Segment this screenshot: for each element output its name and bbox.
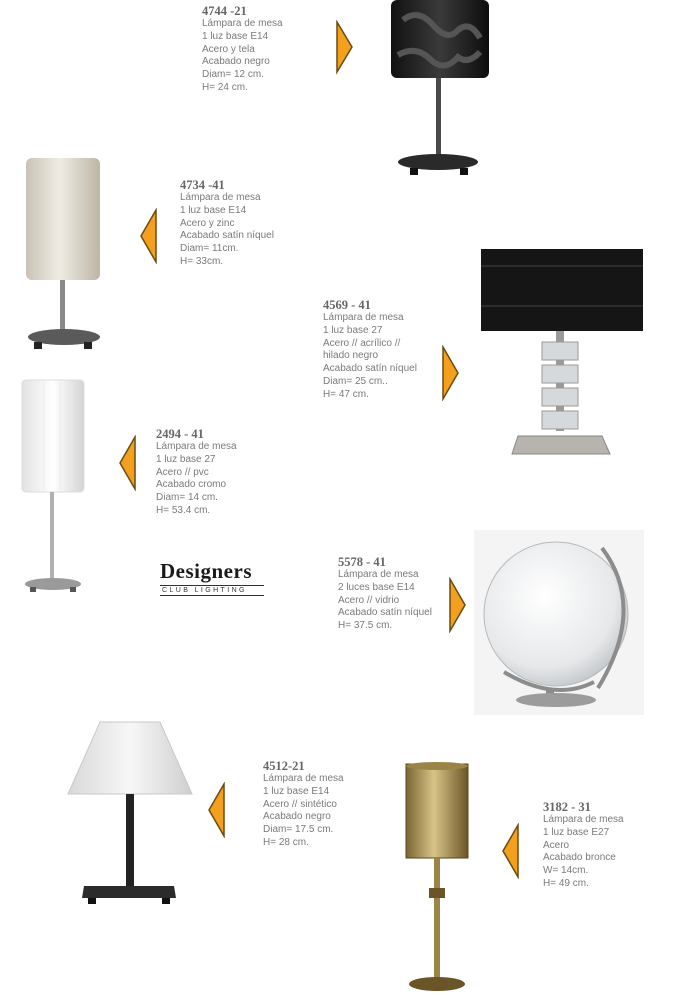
lamp-4512-21-image (64, 710, 196, 915)
product-line: Acabado negro (263, 811, 331, 823)
logo-name: Designers (160, 559, 252, 583)
product-line: H= 49 cm. (543, 877, 589, 889)
product-line: Acero (543, 839, 570, 851)
product-line: Acabado satín níquel (323, 363, 417, 375)
lamp-4569-41-image (478, 246, 646, 461)
product-line: Lámpara de mesa (263, 773, 344, 784)
arrow-right-icon (448, 577, 468, 633)
product-line: Acero y zinc (180, 217, 235, 229)
arrow-left-icon (500, 823, 520, 879)
product-line: Lámpara de mesa (323, 312, 404, 323)
arrow-right-icon (441, 345, 461, 401)
product-4734-41-info (180, 179, 274, 269)
product-code: 3182 - 31 (543, 800, 591, 814)
product-line: Acero // acrílico // (323, 337, 401, 349)
product-4569-41-info (323, 299, 417, 402)
product-line: 1 luz base 27 (323, 324, 383, 336)
logo-tagline: CLUB LIGHTING (160, 585, 264, 596)
product-line: 2 luces base E14 (338, 581, 415, 593)
product-line: 1 luz base E14 (202, 30, 269, 42)
product-code: 5578 - 41 (338, 555, 386, 569)
product-line: W= 14cm. (543, 865, 589, 877)
product-line: Lámpara de mesa (202, 18, 283, 29)
product-3182-31-info (543, 801, 624, 891)
arrow-right-icon (335, 20, 355, 75)
product-line: hilado negro (323, 350, 379, 362)
product-line: H= 24 cm. (202, 81, 248, 93)
product-code: 4569 - 41 (323, 298, 371, 312)
product-line: Acero // vidrio (338, 594, 400, 606)
product-line: 1 luz base E27 (543, 826, 610, 838)
product-line: H= 47 cm. (323, 388, 369, 400)
product-line: Acero // pvc (156, 466, 209, 478)
product-line: H= 33cm. (180, 255, 224, 267)
product-line: Lámpara de mesa (156, 441, 237, 452)
product-line: Acabado satín níquel (180, 230, 274, 242)
product-line: Acabado satín níquel (338, 607, 432, 619)
product-code: 4512-21 (263, 759, 305, 773)
product-4744-21-info (202, 5, 283, 95)
product-line: Acabado negro (202, 56, 270, 68)
arrow-left-icon (117, 435, 137, 491)
product-line: Lámpara de mesa (543, 814, 624, 825)
product-line: H= 53.4 cm. (156, 504, 211, 516)
product-line: Acabado cromo (156, 479, 227, 491)
arrow-left-icon (206, 782, 226, 838)
product-code: 2494 - 41 (156, 427, 204, 441)
product-4512-21-info (263, 760, 344, 850)
product-line: H= 37.5 cm. (338, 620, 393, 632)
lamp-4744-21-image (388, 0, 493, 182)
lamp-2494-41-image (20, 378, 88, 596)
product-2494-41-info (156, 428, 237, 518)
product-line: Diam= 14 cm. (156, 492, 218, 504)
product-line: Diam= 17.5 cm. (263, 824, 334, 836)
product-5578-41-info (338, 556, 432, 633)
product-line: Acero y tela (202, 43, 255, 55)
product-line: Diam= 11cm. (180, 243, 239, 255)
lamp-4734-41-image (22, 156, 104, 356)
product-line: Lámpara de mesa (180, 192, 261, 203)
product-line: Diam= 12 cm. (202, 69, 264, 81)
product-code: 4744 -21 (202, 4, 247, 18)
product-line: Diam= 25 cm.. (323, 375, 388, 387)
product-line: 1 luz base 27 (156, 453, 216, 465)
lamp-3182-31-image (396, 758, 478, 995)
product-line: 1 luz base E14 (180, 204, 247, 216)
product-line: 1 luz base E14 (263, 785, 330, 797)
lamp-5578-41-image (474, 530, 644, 715)
product-code: 4734 -41 (180, 178, 225, 192)
product-line: Lámpara de mesa (338, 569, 419, 580)
arrow-left-icon (138, 208, 158, 264)
product-line: H= 28 cm. (263, 836, 309, 848)
designers-logo (160, 560, 270, 600)
product-line: Acero // sintético (263, 798, 337, 810)
product-line: Acabado bronce (543, 852, 616, 864)
